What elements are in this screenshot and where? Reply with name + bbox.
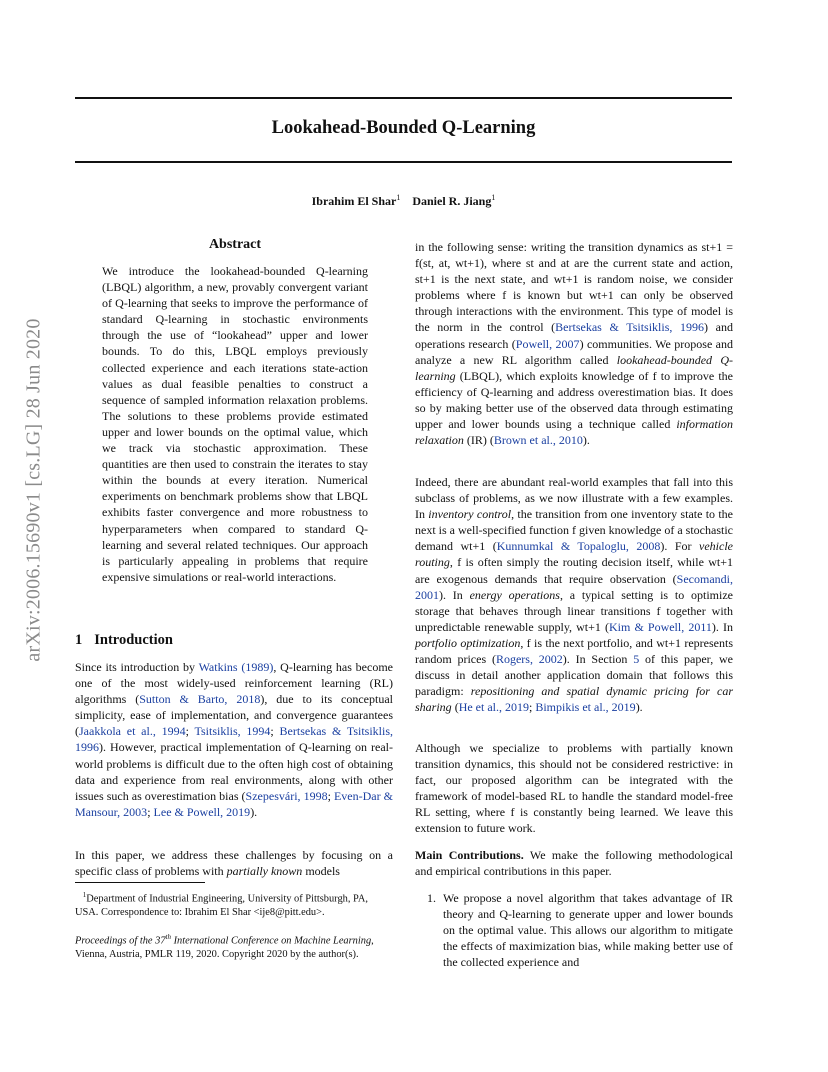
abstract-text: We introduce the lookahead-bounded Q-learning (LBQL) algorithm, a new, provably convergent variant of Q-learning that seeks to improve the performance of standard Q-learning in stochastic environments through the use of “lookahead” upper and lower bounds. To do this, LBQL employs previously collected experience and each iterations state-action values as dual feasible penalties to construct a sequence of sampled information relaxation problems. The solutions to these problems provide estimated upper and lower bounds on the optimal value, which we track via stochastic approximation. These quantities are then used to constrain the iterates to stay within the bounds at every iteration. Numerical experiments on benchmark problems show that LBQL exhibits faster convergence and more robustness to hyperparameters when compared to standard Q-learning and several related techniques. Our approach is particularly appealing in problems that require expensive simulations or real-world interactions. <box>102 264 368 584</box>
section-title: Introduction <box>94 632 173 648</box>
list-text: We propose a novel algorithm that takes advantage of IR theory and Q-learning to generate upper and lower bounds on the optimal value. This allows our algorithm to mitigate the effects of maximization bias, while making better use of the collected experience and <box>443 891 733 970</box>
author-name: Daniel R. Jiang <box>412 194 492 208</box>
citation-link[interactable]: Bimpikis et al., 2019 <box>535 700 636 715</box>
author-name: Ibrahim El Shar <box>311 194 397 208</box>
citation-link[interactable]: Bertsekas & Tsitsiklis, 1996 <box>75 724 393 755</box>
citation-link[interactable]: Brown et al., 2010 <box>493 433 583 448</box>
intro-paragraph-2: In this paper, we address these challenges by focusing on a specific class of problems with partially known models <box>75 848 393 879</box>
footnote-mark: 1 <box>82 891 87 899</box>
citation-link[interactable]: Lee & Powell, 2019 <box>153 804 251 819</box>
citation-link[interactable]: Sutton & Barto, 2018 <box>139 692 261 707</box>
citation-link[interactable]: Even-Dar & Mansour, 2003 <box>75 788 393 819</box>
right-paragraph-2: Indeed, there are abundant real-world examples that fall into this subclass of problems, as we now illustrate with a few examples. In inventory control, the transition from one inventory state to the next is a well-specified function f given knowledge of a stochastic demand wt+1 (Kunnumkal & Topaloglu, 2008). For vehicle routing, f is often simply the routing decision itself, while wt+1 are exogenous demands that require observation (Secomandi, 2001). In energy operations, a typical setting is to optimize storage that behaves through linear transitions f together with unpredictable renewable supply, wt+1 (Kim & Powell, 2011). In portfolio optimization, f is the next portfolio, and wt+1 represents random prices (Rogers, 2002). In Section 5 of this paper, we discuss in detail another application domain that follows this paradigm: repositioning and spatial dynamic pricing for car sharing (He et al., 2019; Bimpikis et al., 2019). <box>415 475 734 715</box>
abstract-heading: Abstract <box>208 237 262 252</box>
footnote-rule <box>75 882 205 883</box>
section-number: 1 <box>75 632 83 648</box>
intro-paragraph-1: Since its introduction by Watkins (1989), Q-learning has become one of the most widely-used reinforcement learning (RL) algorithms (Sutton & Barto, 2018), due to its conceptual simplicity, ease of implementation, and convergence guarantees (Jaakkola et al., 1994; Tsitsiklis, 1994; Bertsekas & Tsitsiklis, 1996). However, practical implementation of Q-learning on real-world problems is difficult due to the often high cost of obtaining data and experience from real environments, along with other issues such as overestimation bias (Szepesvári, 1998; Even-Dar & Mansour, 2003; Lee & Powell, 2019). <box>75 660 394 819</box>
author-affiliation-mark: 1 <box>396 193 401 202</box>
citation-link[interactable]: He et al., 2019 <box>458 700 529 715</box>
citation-link[interactable]: Watkins (1989) <box>198 660 274 674</box>
section-heading-introduction <box>75 632 185 649</box>
main-contributions-paragraph: Main Contributions. We make the following methodological and empirical contributions in this paper. <box>415 848 733 879</box>
citation-link[interactable]: Secomandi, 2001 <box>415 571 733 602</box>
section-link[interactable]: 5 <box>633 652 640 667</box>
proceedings-note: Proceedings of the 37th International Conference on Machine Learning, Vienna, Austria, PMLR 119, 2020. Copyright 2020 by the author(s). <box>75 933 374 961</box>
citation-link[interactable]: Tsitsiklis, 1994 <box>194 724 271 739</box>
citation-link[interactable]: Bertsekas & Tsitsiklis, 1996 <box>555 320 705 335</box>
author-affiliation-mark: 1 <box>491 193 496 202</box>
citation-link[interactable]: Rogers, 2002 <box>495 652 563 667</box>
citation-link[interactable]: Szepesvári, 1998 <box>245 788 328 803</box>
list-number: 1. <box>427 891 436 905</box>
arxiv-side-stamp: arXiv:2006.15690v1 [cs.LG] 28 Jun 2020 <box>22 318 45 662</box>
title-bottom-rule <box>75 161 732 163</box>
citation-link[interactable]: Jaakkola et al., 1994 <box>79 724 186 739</box>
paper-title: Lookahead-Bounded Q-Learning <box>271 118 536 138</box>
author-line <box>75 193 732 209</box>
right-paragraph-1: in the following sense: writing the transition dynamics as st+1 = f(st, at, wt+1), where st and at are the current state and action, st+1 is the next state, and wt+1 is random noise, we consider problems where f is known but wt+1 can only be observed through interactions with the environment. This type of model is the norm in the control (Bertsekas & Tsitsiklis, 1996) and operations research (Powell, 2007) communities. We propose and analyze a new RL algorithm called lookahead-bounded Q-learning (LBQL), which exploits knowledge of f to improve the efficiency of Q-learning and address overestimation bias. It does so by making better use of the observed data through estimating upper and lower bounds using a technique called information relaxation (IR) (Brown et al., 2010). <box>415 240 734 448</box>
top-rule <box>75 97 732 99</box>
right-paragraph-3: Although we specialize to problems with partially known transition dynamics, this should not be considered restrictive: in fact, our proposed algorithm can be integrated with the framework of model-based RL to handle the standard model-free RL setting, where f is constantly being learned. We leave this extension to future work. <box>415 741 733 836</box>
citation-link[interactable]: Powell, 2007 <box>515 336 580 351</box>
citation-link[interactable]: Kim & Powell, 2011 <box>609 619 712 634</box>
footnote-affiliation: $^1$Department of Industrial Engineering, University of Pittsburgh, PA, USA. Correspondence to: Ibrahim El Shar <ije8@pitt.edu>. <box>75 891 368 919</box>
citation-link[interactable]: Kunnumkal & Topaloglu, 2008 <box>496 539 661 554</box>
